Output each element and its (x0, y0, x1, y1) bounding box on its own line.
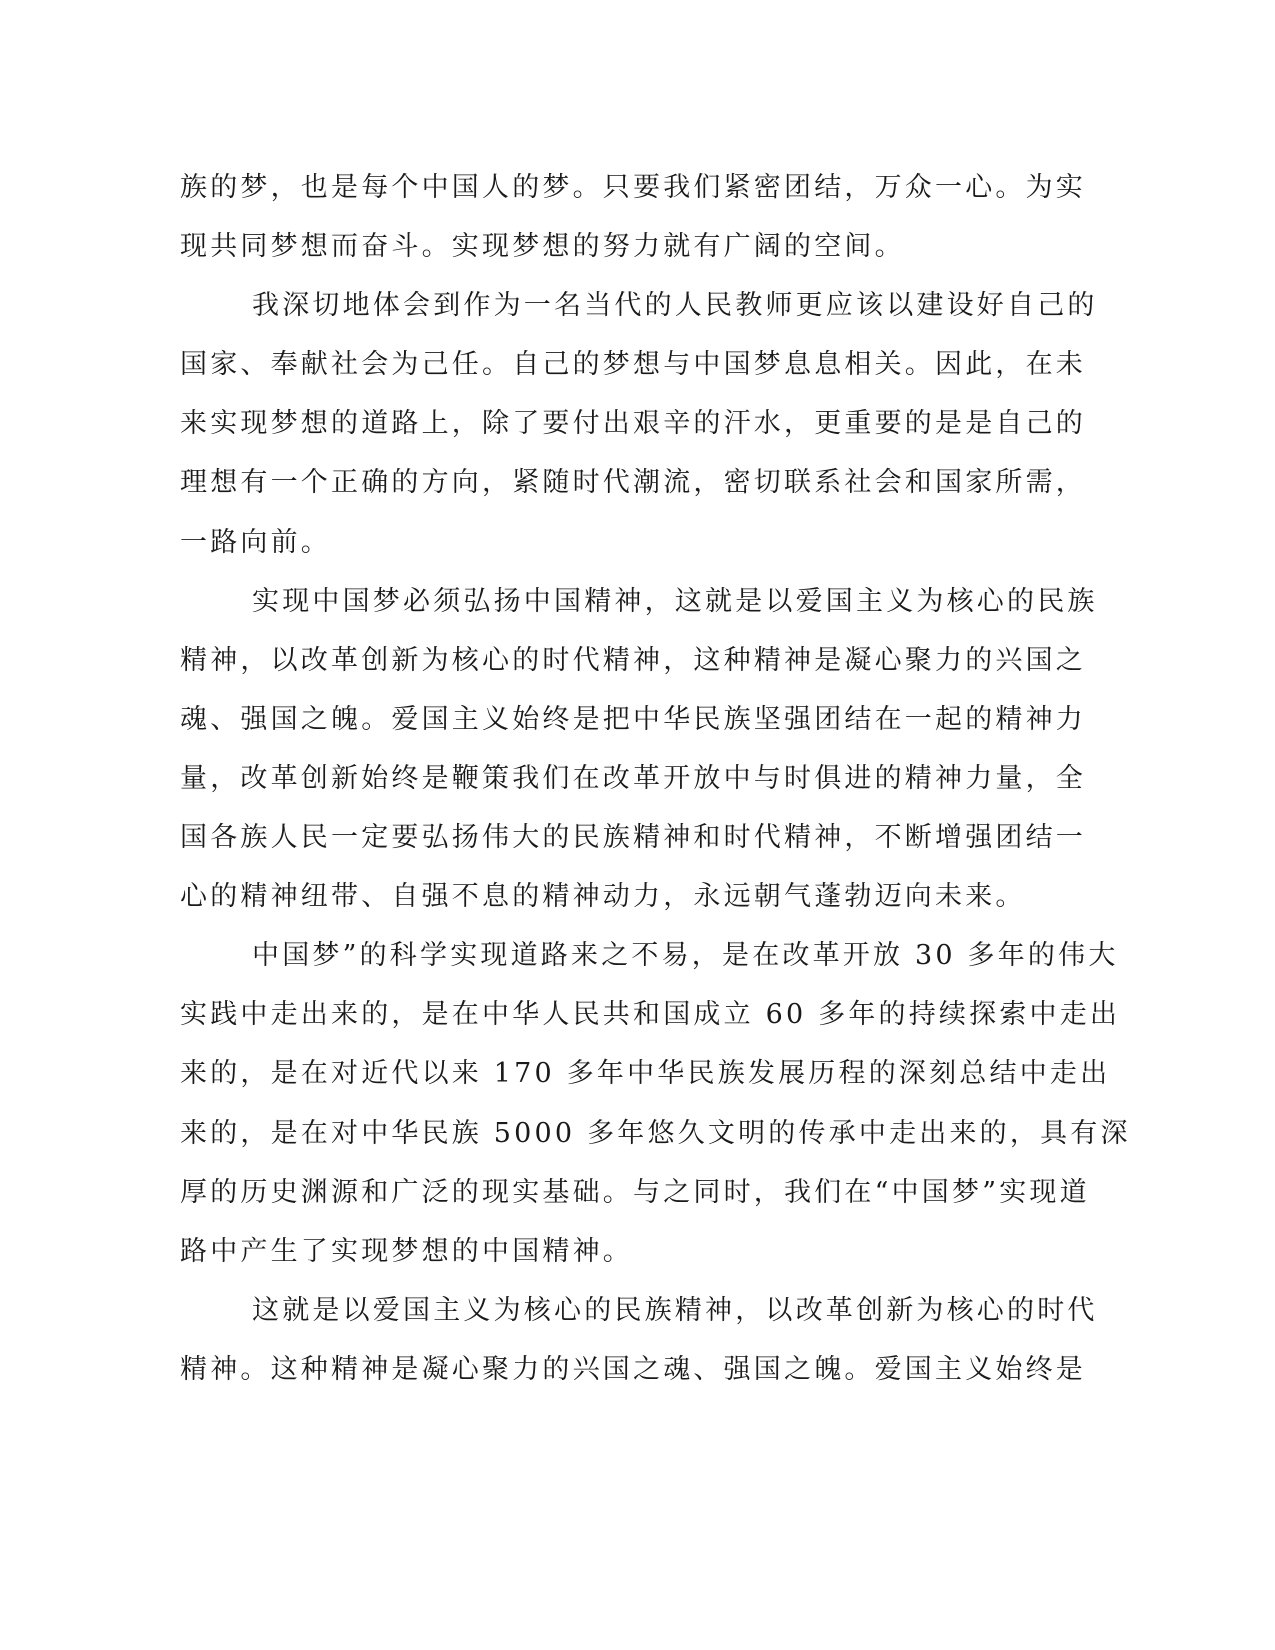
text-line: 精神，以改革创新为核心的时代精神，这种精神是凝心聚力的兴国之 (180, 644, 1086, 676)
text-line: 族的梦，也是每个中国人的梦。只要我们紧密团结，万众一心。为实 (180, 172, 1086, 203)
text-line: 实践中走出来的，是在中华人民共和国成立 60 多年的持续探索中走出 (180, 999, 1121, 1031)
text-line: 来的，是在对中华民族 5000 多年悠久文明的传承中走出来的，具有深 (180, 1117, 1131, 1149)
text-line: 现共同梦想而奋斗。实现梦想的努力就有广阔的空间。 (180, 231, 905, 263)
text-line: 国各族人民一定要弘扬伟大的民族精神和时代精神，不断增强团结一 (180, 822, 1086, 854)
paragraph-first-line: 这就是以爱国主义为核心的民族精神，以改革创新为核心的时代 (252, 1294, 1098, 1326)
paragraph-first-line: 我深切地体会到作为一名当代的人民教师更应该以建设好自己的 (252, 290, 1098, 322)
text-line: 厚的历史渊源和广泛的现实基础。与之同时，我们在“中国梦”实现道 (180, 1176, 1090, 1208)
text-line: 来实现梦想的道路上，除了要付出艰辛的汗水，更重要的是是自己的 (180, 408, 1086, 440)
text-line: 量，改革创新始终是鞭策我们在改革开放中与时俱进的精神力量，全 (180, 762, 1086, 794)
text-line: 国家、奉献社会为己任。自己的梦想与中国梦息息相关。因此，在未 (180, 349, 1086, 381)
text-line: 心的精神纽带、自强不息的精神动力，永远朝气蓬勃迈向未来。 (180, 881, 1026, 913)
paragraph-first-line: 中国梦”的科学实现道路来之不易，是在改革开放 30 多年的伟大 (252, 940, 1119, 972)
body-text (180, 158, 1131, 1399)
text-line: 来的，是在对近代以来 170 多年中华民族发展历程的深刻总结中走出 (180, 1058, 1111, 1090)
text-line: 一路向前。 (180, 526, 331, 558)
text-line: 魂、强国之魄。爱国主义始终是把中华民族坚强团结在一起的精神力 (180, 703, 1086, 735)
text-line: 精神。这种精神是凝心聚力的兴国之魂、强国之魄。爱国主义始终是 (180, 1353, 1086, 1385)
text-line: 理想有一个正确的方向，紧随时代潮流，密切联系社会和国家所需， (180, 467, 1086, 499)
text-line: 路中产生了实现梦想的中国精神。 (180, 1235, 633, 1267)
paragraph-first-line: 实现中国梦必须弘扬中国精神，这就是以爱国主义为核心的民族 (252, 585, 1098, 617)
